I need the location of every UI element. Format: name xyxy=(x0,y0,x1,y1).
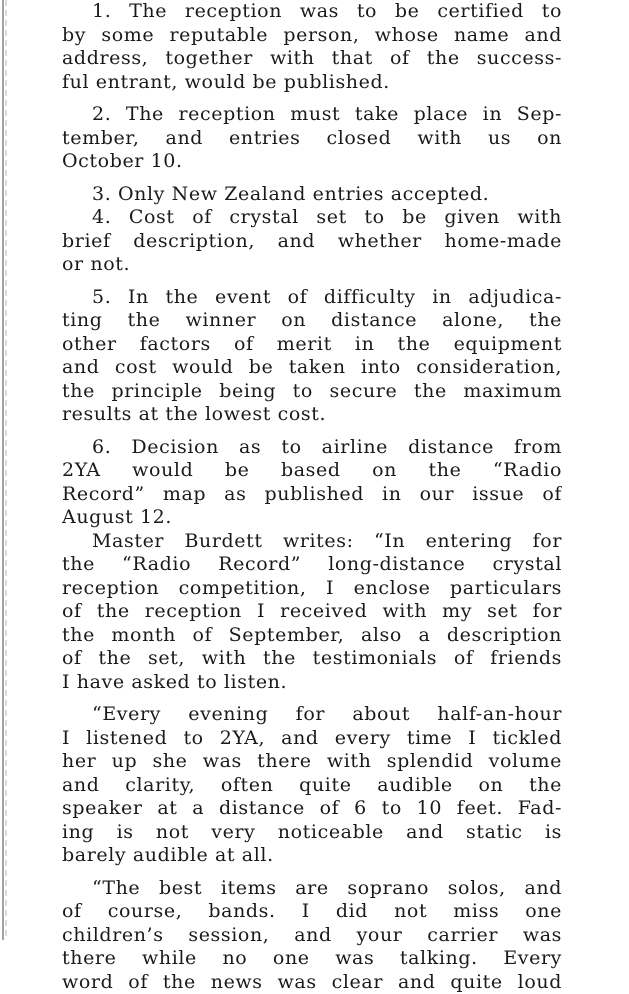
text-line: other factors of merit in the equipment xyxy=(62,333,562,357)
text-line: of course, bands. I did not miss one xyxy=(62,900,562,924)
text-line: 3. Only New Zealand entries accepted. xyxy=(62,183,562,207)
text-line: ful entrant, would be published. xyxy=(62,71,562,95)
text-line: brief description, and whether home-made xyxy=(62,230,562,254)
text-line: the “Radio Record” long-distance crystal xyxy=(62,553,562,577)
paragraph-reception-report xyxy=(62,703,562,868)
text-line: her up she was there with splendid volume xyxy=(62,750,562,774)
text-line: barely audible at all. xyxy=(62,844,562,868)
text-line: August 12. xyxy=(62,506,562,530)
text-line: 5. In the event of difficulty in adjudica- xyxy=(62,286,562,310)
paragraph-rule-2 xyxy=(62,103,562,174)
text-line: children’s session, and your carrier was xyxy=(62,924,562,948)
text-line: of the reception I received with my set for xyxy=(62,600,562,624)
text-line: 1. The reception was to be certified to xyxy=(62,0,562,24)
text-line: there while no one was talking. Every xyxy=(62,947,562,971)
paragraph-best-items xyxy=(62,877,562,994)
text-line: and clarity, often quite audible on the xyxy=(62,774,562,798)
text-line: reception competition, I enclose particulars xyxy=(62,577,562,601)
text-line: “The best items are soprano solos, and xyxy=(62,877,562,901)
text-line: “Every evening for about half-an-hour xyxy=(62,703,562,727)
paragraph-rule-5 xyxy=(62,286,562,427)
text-line: or not. xyxy=(62,253,562,277)
paragraph-burdett-letter xyxy=(62,530,562,695)
text-line: of the set, with the testimonials of friends xyxy=(62,647,562,671)
text-line: 6. Decision as to airline distance from xyxy=(62,436,562,460)
text-line: address, together with that of the success- xyxy=(62,47,562,71)
text-line: Master Burdett writes: “In entering for xyxy=(62,530,562,554)
text-line: 4. Cost of crystal set to be given with xyxy=(62,206,562,230)
paragraph-rule-6 xyxy=(62,436,562,530)
text-line: ing is not very noticeable and static is xyxy=(62,821,562,845)
paragraph-rule-4 xyxy=(62,206,562,277)
text-line: Record” map as published in our issue of xyxy=(62,483,562,507)
text-line: 2YA would be based on the “Radio xyxy=(62,459,562,483)
paragraph-rule-3 xyxy=(62,183,562,207)
text-line: ting the winner on distance alone, the xyxy=(62,309,562,333)
text-line: I have asked to listen. xyxy=(62,671,562,695)
text-line: the principle being to secure the maximum xyxy=(62,380,562,404)
text-line: tember, and entries closed with us on xyxy=(62,127,562,151)
column-rule-decoration xyxy=(0,0,10,940)
text-line: I listened to 2YA, and every time I tickled xyxy=(62,727,562,751)
text-line: speaker at a distance of 6 to 10 feet. Fad- xyxy=(62,797,562,821)
text-line: word of the news was clear and quite loud xyxy=(62,971,562,994)
text-line: the month of September, also a description xyxy=(62,624,562,648)
article-column xyxy=(62,0,562,994)
text-line: by some reputable person, whose name and xyxy=(62,24,562,48)
text-line: 2. The reception must take place in Sep- xyxy=(62,103,562,127)
paragraph-rule-1 xyxy=(62,0,562,94)
text-line: October 10. xyxy=(62,150,562,174)
text-line: results at the lowest cost. xyxy=(62,403,562,427)
text-line: and cost would be taken into consideration, xyxy=(62,356,562,380)
